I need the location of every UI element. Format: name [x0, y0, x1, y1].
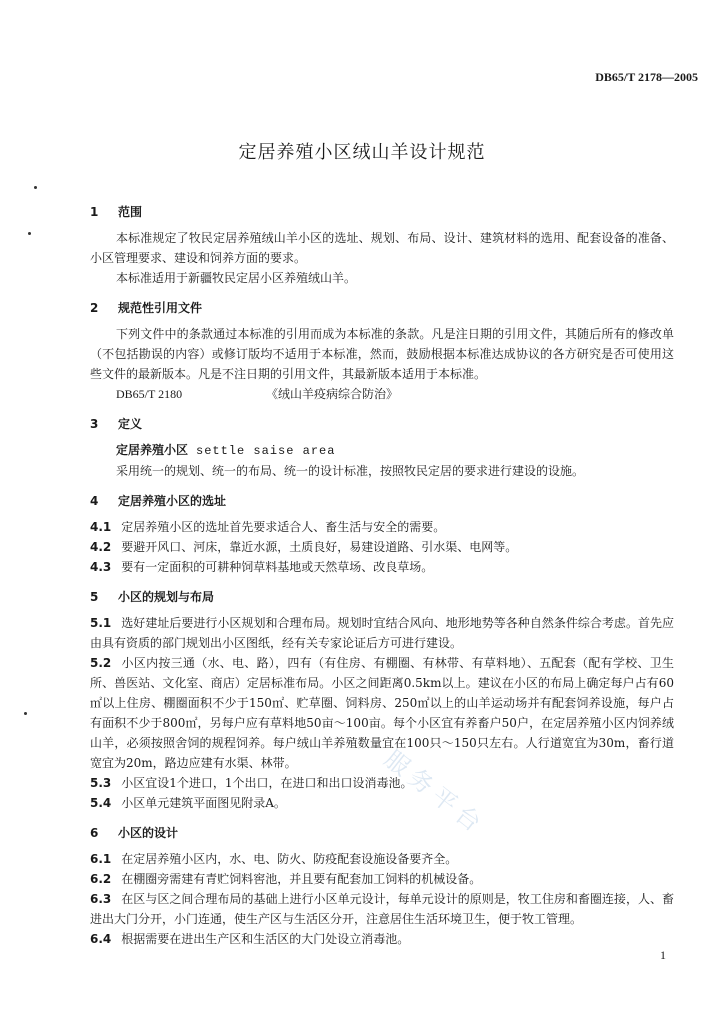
- clause: 4.2 要避开风口、河床，靠近水源，土质良好，易建设道路、引水渠、电网等。: [90, 540, 518, 554]
- scan-speck: [34, 186, 37, 189]
- clause: 5.2 小区内按三通（水、电、路），四有（有住房、有棚圈、有林带、有草料地）、五配套（配有学校、卫生所、兽医站、文化室、商店）定居标准布局。小区之间距离0.5km以上。建议在小区的布局上确定每户占有60㎡以上住房、棚圈面积不少于150㎡、贮草圈、饲料房、250㎡以上的山羊运动场并有配套饲养设施，每户占有面积不少于800㎡，另每户应有草料地50亩～100亩。每个小区宜有养畜户50户，在定居养殖小区内饲养绒山羊，必须按照舍饲的规程饲养。每户绒山羊养殖数量宜在100只～150只左右。人行道宽宜为30m，畜行道宽宜为20m，路边应建有水渠、林带。: [90, 656, 674, 770]
- document-body: [90, 192, 674, 949]
- scan-speck: [28, 232, 31, 235]
- document-title: 定居养殖小区绒山羊设计规范: [238, 142, 486, 163]
- scan-speck: [24, 712, 27, 715]
- paragraph: 本标准适用于新疆牧民定居小区养殖绒山羊。: [116, 271, 357, 285]
- clause: 4.3 要有一定面积的可耕种饲草料基地或天然草场、改良草场。: [90, 560, 434, 574]
- paragraph: 采用统一的规划、统一的布局、统一的设计标准，按照牧民定居的要求进行建设的设施。: [116, 464, 585, 478]
- page-number: 1: [660, 948, 666, 962]
- section-heading: 3 定义: [90, 417, 143, 431]
- standard-code: DB65/T 2178—2005: [595, 70, 698, 84]
- paragraph: 下列文件中的条款通过本标准的引用而成为本标准的条款。凡是注日期的引用文件，其随后所有的修改单（不包括勘误的内容）或修订版均不适用于本标准，然而，鼓励根据本标准达成协议的各方研究是否可使用这些文件的最新版本。凡是不注日期的引用文件，其最新版本适用于本标准。: [90, 327, 674, 381]
- clause: 6.3 在区与区之间合理布局的基础上进行小区单元设计，每单元设计的原则是，牧工住房和畜圈连接，人、畜进出大门分开，小门连通，使生产区与生活区分开，注意居住生活环境卫生，便于牧工管理。: [90, 892, 674, 926]
- definition-term: 定居养殖小区 settle saise area: [116, 443, 336, 458]
- paragraph: 本标准规定了牧民定居养殖绒山羊小区的选址、规划、布局、设计、建筑材料的选用、配套设备的准备、小区管理要求、建设和饲养方面的要求。: [90, 231, 674, 265]
- clause: 6.2 在棚圈旁需建有青贮饲料窖池，并且要有配套加工饲料的机械设备。: [90, 872, 482, 886]
- section-heading: 6 小区的设计: [90, 826, 179, 840]
- clause: 5.3 小区宜设1个进口，1个出口，在进口和出口设消毒池。: [90, 776, 413, 790]
- section-heading: 2 规范性引用文件: [90, 301, 203, 315]
- watermark: 服务平台: [379, 744, 491, 841]
- clause: 5.1 选好建址后要进行小区规划和合理布局。规划时宜结合风向、地形地势等各种自然条件综合考虑。首先应由具有资质的部门规划出小区图纸，经有关专家论证后方可进行建设。: [90, 616, 674, 650]
- section-heading: 1 范围: [90, 205, 143, 219]
- clause: 6.1 在定居养殖小区内，水、电、防火、防疫配套设施设备要齐全。: [90, 852, 458, 866]
- section-heading: 5 小区的规划与布局: [90, 590, 215, 604]
- clause: 5.4 小区单元建筑平面图见附录A。: [90, 796, 286, 810]
- clause: 4.1 定居养殖小区的选址首先要求适合人、畜生活与安全的需要。: [90, 520, 446, 534]
- clause: 6.4 根据需要在进出生产区和生活区的大门处设立消毒池。: [90, 932, 410, 946]
- section-heading: 4 定居养殖小区的选址: [90, 494, 227, 508]
- reference-entry: DB65/T 2180 《绒山羊疫病综合防治》: [116, 387, 399, 401]
